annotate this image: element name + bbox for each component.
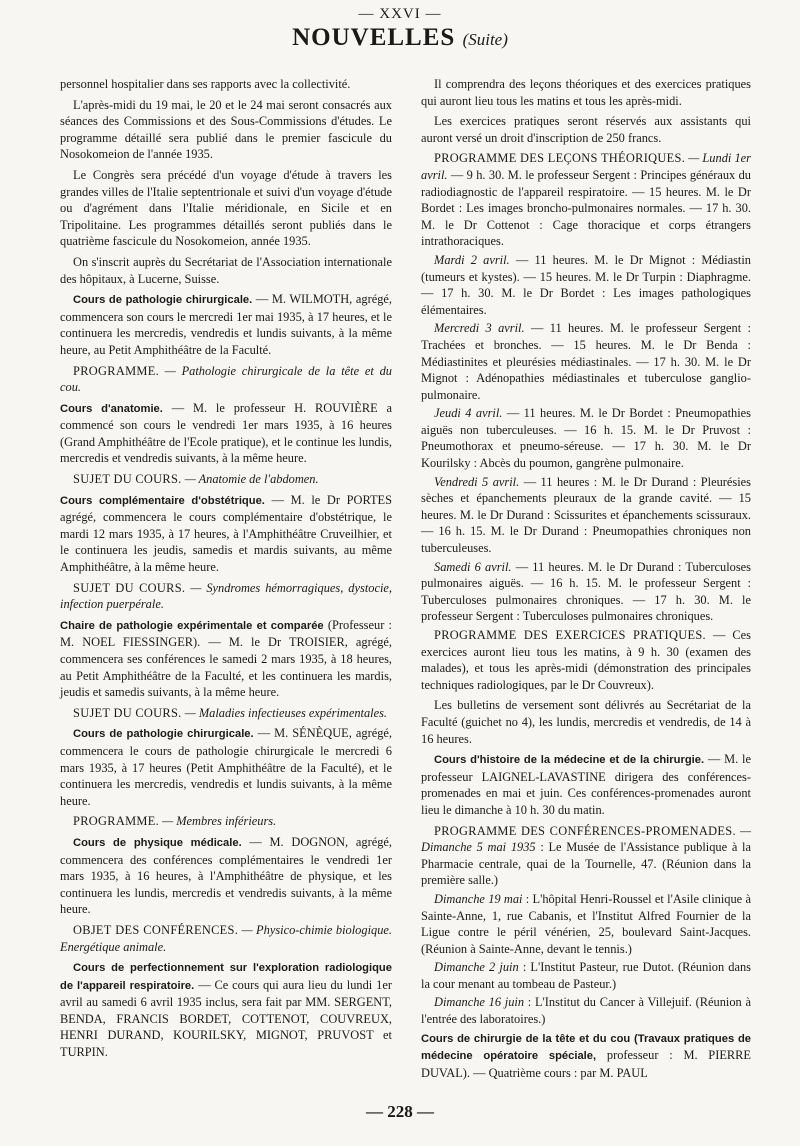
course-announcement — [60, 725, 392, 809]
course-announcement — [60, 492, 392, 576]
right-column — [421, 76, 751, 1085]
section-title-text: NOUVELLES — [292, 24, 456, 51]
program-text: — Ces exercices auront lieu tous les matins, à 9 h. 30 (examen des malades), et tous les après-midi (démonstration des principales techniques radiologiques, par le Dr Couvreux). — [421, 628, 751, 692]
subject-label: SUJET DU COURS. — [73, 580, 186, 595]
course-subject — [60, 471, 392, 488]
subject-text: — Anatomie de l'abdomen. — [184, 472, 319, 487]
schedule-day — [421, 559, 751, 625]
course-announcement — [60, 834, 392, 918]
program-label: PROGRAMME DES EXERCICES PRATIQUES. — [434, 628, 706, 642]
day-label: — Lundi 1er avril. — [421, 151, 751, 182]
schedule-day — [421, 891, 751, 957]
program-label: PROGRAMME DES CONFÉRENCES-PROMENADES. — [434, 823, 736, 838]
course-text: — M. DOGNON, agrégé, commencera des conférences complémentaires le vendredi 1er mars 1935, à 16 heures, à l'Amphithéâtre de physique, et les continuera les lundis, mercredis et vendredis suivants, à la même heure. — [60, 834, 392, 917]
course-text: professeur : M. PIERRE DUVAL). — Quatrième cours : par M. PAUL — [421, 1048, 751, 1080]
course-heading: Cours d'histoire de la médecine et de la chirurgie. — [434, 754, 705, 767]
objet-text: — Physico-chimie biologique. Energétique animale. — [60, 922, 392, 954]
practical-program — [421, 627, 751, 693]
paragraph: Les exercices pratiques seront réservés aux assistants qui auront versé un droit d'inscription de 250 francs. — [421, 114, 751, 145]
course-heading: Cours de pathologie chirurgicale. — [73, 728, 254, 741]
day-text: — 11 heures. M. le Dr Bordet : Pneumopathies aiguës non tuberculeuses. — 16 h. 15. M. le Dr Pruvost : Pneumothorax et pneumo-séreuse. — 17 h. 30. M. le Dr Kourilsky : Abcès du poumon, gangrène pulmonaire. — [421, 406, 751, 471]
course-announcement — [421, 751, 751, 818]
course-program — [60, 813, 392, 830]
day-label: Mercredi 3 avril. — [434, 321, 525, 336]
day-text: — 9 h. 30. M. le professeur Sergent : Principes généraux du radiodiagnostic de l'appareil respiratoire. — 15 heures. M. le Dr Bordet : Les images broncho-pulmonaires normales. — 17 h. 30. M. le Dr Cottenot : Cage thoracique et corps étrangers intrathoraciques. — [421, 167, 751, 249]
program-text: — Membres inférieurs. — [162, 814, 277, 829]
schedule-day — [421, 150, 751, 250]
day-text: : L'Institut Pasteur, rue Dutot. (Réunion dans la cour menant au tombeau de Pasteur.) — [421, 960, 752, 991]
day-label: Jeudi 4 avril. — [434, 406, 503, 421]
day-text: — 11 heures : M. le Dr Durand : Pleurésies sèches et épanchements pleuraux de la grande cavité. — 15 heures. M. le Dr Durand : Scissurites et épanchements scissuraux. — 16 h. 15. M. le Dr Durand : Pneumopathies chroniques non tuberculeuses. — [421, 474, 751, 556]
day-text: : L'Institut du Cancer à Villejuif. (Réunion à l'entrée des laboratoires.) — [421, 995, 751, 1027]
day-text: — 11 heures. M. le Dr Durand : Tuberculoses pulmonaires aiguës. — 16 h. 15. M. le professeur Sergent : Tuberculoses pulmonaires chroniques. — 17 h. 30. M. le professeur Sergent : Tuberculoses pulmonaires chroniques. — [421, 559, 751, 624]
day-label: Mardi 2 avril. — [434, 252, 510, 267]
course-text: — M. le professeur LAIGNEL-LAVASTINE dirigera des conférences-promenades en mai et juin. Ces conférences-promenades auront lieu le dimanche à 10 h. 30 du matin. — [421, 752, 751, 817]
course-text: — M. le Dr PORTES agrégé, commencera le cours complémentaire d'obstétrique, le mardi 12 mars 1935, à 17 heures, à l'Amphithéâtre Cruveilhier, et le continuera les jeudis, samedis et mardis suivants, au même Amphithéâtre, à la même heure. — [60, 492, 392, 575]
day-label: — Dimanche 5 mai 1935 — [421, 823, 751, 855]
day-text: : L'hôpital Henri-Roussel et l'Asile clinique à Sainte-Anne, 1, rue Cabanis, et l'Institut Alfred Fournier de la Ligue contre le péril vénérien, 25, boulevard Saint-Jacques. (Réunion à Sainte-Anne, devant le tennis.) — [421, 891, 751, 956]
section-title-suite: (Suite) — [462, 30, 508, 49]
course-heading: Chaire de pathologie expérimentale et comparée — [60, 619, 324, 632]
course-text: — Ce cours qui aura lieu du lundi 1er avril au samedi 6 avril 1935 inclus, sera fait par MM. SERGENT, BENDA, FRANCIS BORDET, COTTENOT, COUVREUX, HENRI DURAND, KOURILSKY, MIGNOT, PRUVOST et TURPIN. — [60, 977, 392, 1060]
course-announcement — [60, 617, 392, 701]
course-subject — [60, 705, 392, 722]
subject-text: — Syndromes hémorragiques, dystocie, infection puerpérale. — [60, 580, 392, 612]
left-column — [60, 76, 392, 1065]
schedule-day — [421, 474, 751, 557]
day-label: Vendredi 5 avril. — [434, 474, 520, 489]
subject-label: SUJET DU COURS. — [73, 705, 182, 720]
objet-label: OBJET DES CONFÉRENCES. — [73, 922, 239, 937]
program-label: PROGRAMME DES LEÇONS THÉORIQUES. — [434, 151, 686, 166]
course-subject — [60, 580, 392, 613]
course-text: — M. le professeur H. ROUVIÈRE a commencé son cours le vendredi 1er mars 1935, à 16 heures (Grand Amphithéâtre de l'Ecole pratique), et le continue les lundis, mercredis et vendredis suivants, à la même heure. — [60, 400, 392, 466]
day-text: : Le Musée de l'Assistance publique à la Pharmacie centrale, quai de la Tournelle, 47. (Réunion dans la première salle.) — [421, 840, 751, 888]
schedule-day — [421, 994, 751, 1027]
day-label: Dimanche 2 juin — [434, 960, 519, 975]
course-announcement — [60, 959, 392, 1061]
page-number: — 228 — — [366, 1102, 434, 1121]
course-announcement — [60, 400, 392, 467]
course-text: (Professeur : M. NOEL FIESSINGER). — M. le Dr TROISIER, agrégé, commencera ses conférences le samedi 2 mars 1935, à 18 heures, au Petit Amphithéâtre de la Faculté, et les continuera les mardis, jeudis et samedis suivants, à la même heure. — [60, 617, 392, 700]
program-label: PROGRAMME. — [73, 814, 159, 829]
course-heading: Cours de physique médicale. — [73, 836, 242, 849]
paragraph: personnel hospitalier dans ses rapports avec la collectivité. — [60, 77, 351, 91]
subject-text: — Maladies infectieuses expérimentales. — [184, 705, 388, 720]
day-text: — 11 heures. M. le professeur Sergent : Trachées et bronches. — 15 heures. M. le Dr Benda : Médiastinites et pleurésies médiastinales. — 17 h. 30. M. le Dr Mignot : Adénopathies médiastinales et tuberculose ganglio-pulmonaire. — [421, 321, 751, 402]
program-label: PROGRAMME. — [73, 363, 159, 378]
course-program — [60, 363, 392, 396]
course-heading: Cours de chirurgie de la tête et du cou (Travaux pratiques de médecine opératoire spéciale, — [421, 1032, 751, 1063]
program-text: — Pathologie chirurgicale de la tête et du cou. — [60, 363, 392, 395]
schedule-day — [421, 405, 751, 471]
course-heading: Cours de perfectionnement sur l'exploration radiologique de l'appareil respiratoire. — [60, 962, 392, 992]
paragraph: Il comprendra des leçons théoriques et des exercices pratiques qui auront lieu tous les matins et tous les après-midi. — [421, 77, 751, 108]
schedule-day — [421, 959, 751, 992]
section-title — [0, 22, 800, 56]
paragraph: Les bulletins de versement sont délivrés au Secrétariat de la Faculté (guichet no 4), les lundis, mercredis et vendredis, de 14 à 16 heures. — [421, 698, 751, 746]
day-label: Samedi 6 avril. — [434, 559, 512, 574]
schedule-day — [421, 320, 751, 403]
day-label: Dimanche 16 juin — [434, 995, 525, 1010]
paragraph: On s'inscrit auprès du Secrétariat de l'Association internationale des hôpitaux, à Lucerne, Suisse. — [60, 254, 392, 286]
course-objet — [60, 922, 392, 955]
schedule-day — [421, 252, 751, 318]
course-text: — M. WILMOTH, agrégé, commencera son cours le mercredi 1er mai 1935, à 17 heures, et le continuera les mercredis, vendredis et lundis suivants, à la même heure, au Petit Amphithéâtre de la Faculté. — [60, 292, 392, 357]
subject-label: SUJET DU COURS. — [73, 472, 182, 487]
course-announcement — [421, 1030, 751, 1082]
course-text: — M. SÉNÈQUE, agrégé, commencera le cours de pathologie chirurgicale le mercredi 6 mars 1935, à 17 heures (Petit Amphithéâtre de la Faculté), et le continuera les mercredis, vendredis et lundis suivants, à la même heure. — [60, 726, 392, 808]
day-text: — 11 heures. M. le Dr Mignot : Médiastin (tumeurs et kystes). — 15 heures. M. le Dr Turpin : Diaphragme. — 17 h. 30. M. le Dr Bordet : Les images pathologiques élémentaires. — [421, 252, 751, 317]
schedule-day — [421, 823, 751, 889]
course-heading: Cours d'anatomie. — [60, 402, 163, 415]
course-heading: Cours de pathologie chirurgicale. — [73, 294, 253, 307]
course-heading: Cours complémentaire d'obstétrique. — [60, 494, 265, 507]
course-announcement — [60, 291, 392, 358]
day-label: Dimanche 19 mai — [434, 891, 523, 906]
paragraph: Le Congrès sera précédé d'un voyage d'étude à travers les grandes villes de l'Italie septentrionale et suivi d'un voyage d'étude ou d'agrément dans l'Italie méridionale, en Sicile et en Tripolitaine. Les programmes détaillés seront publiés dans le quatrième fascicule du Nosokomeion, année 1935. — [60, 167, 392, 249]
paragraph: L'après-midi du 19 mai, le 20 et le 24 mai seront consacrés aux séances des Commissions et des Sous-Commissions d'études. Le programme détaillé sera publié dans le premier fascicule du Nosokomeion de l'année 1935. — [60, 97, 392, 162]
roman-page-number: — XXVI — — [358, 6, 442, 22]
